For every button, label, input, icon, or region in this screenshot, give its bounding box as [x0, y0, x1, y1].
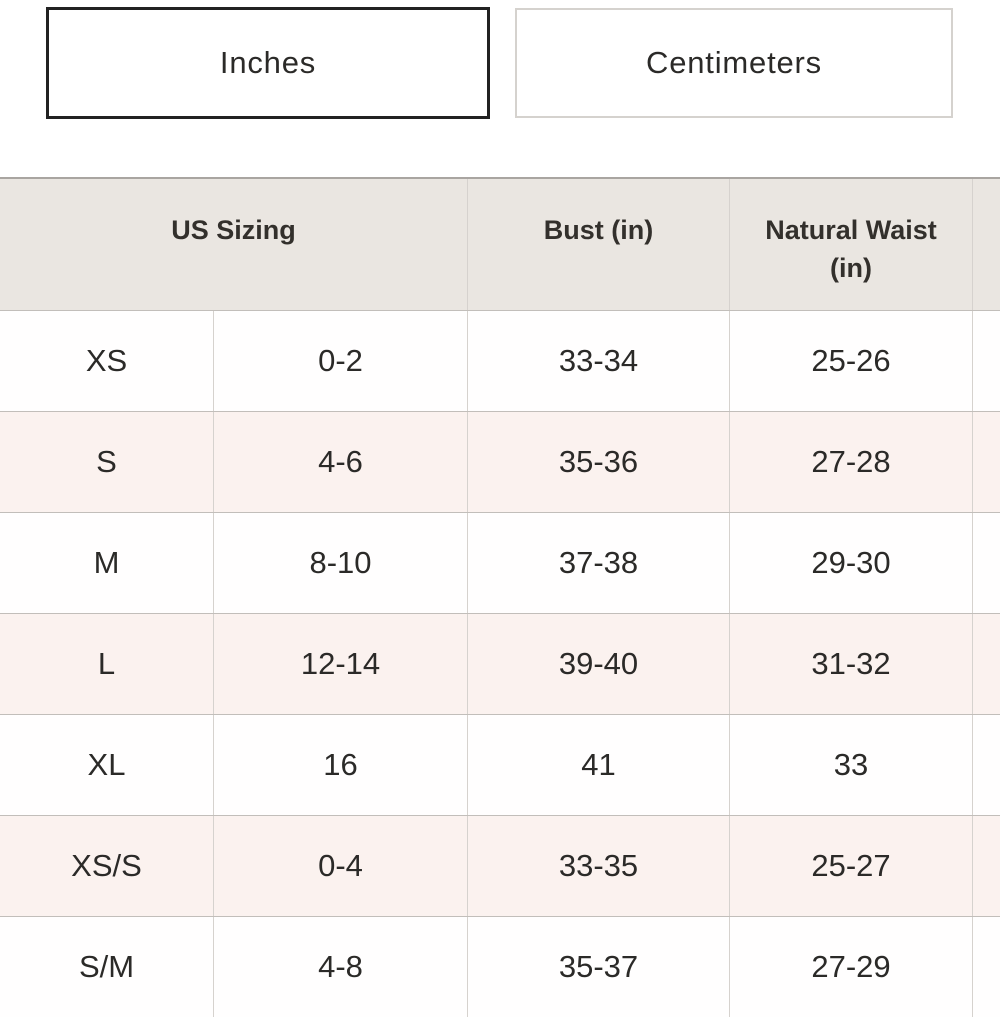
table-row-l — [0, 613, 1000, 714]
cutoff-cell — [972, 412, 1000, 512]
tab-inches[interactable]: Inches — [46, 7, 490, 119]
cutoff-cell — [972, 614, 1000, 714]
column-header-us-sizing: US Sizing — [171, 215, 296, 245]
table-row-m — [0, 512, 1000, 613]
size-label: XS/S — [71, 848, 142, 883]
column-header-cutoff — [972, 179, 1000, 310]
waist-value: 25-27 — [729, 816, 972, 916]
tab-centimeters[interactable]: Centimeters — [515, 8, 953, 118]
column-header-natural-waist-label: Natural Waist (in) — [765, 215, 937, 283]
waist-value: 33 — [729, 715, 972, 815]
size-chart-table — [0, 177, 1000, 1017]
unit-toggle — [0, 0, 1000, 177]
table-row-xl — [0, 714, 1000, 815]
table-row-xs-s — [0, 815, 1000, 916]
waist-value: 31-32 — [729, 614, 972, 714]
us-size-value: 0-2 — [213, 311, 467, 411]
column-header-bust: Bust (in) — [467, 179, 729, 310]
table-row-xs — [0, 310, 1000, 411]
us-size-value: 16 — [213, 715, 467, 815]
bust-value: 39-40 — [467, 614, 729, 714]
us-size-value: 4-8 — [213, 917, 467, 1017]
cutoff-cell — [972, 917, 1000, 1017]
us-size-value: 0-4 — [213, 816, 467, 916]
cutoff-cell — [972, 715, 1000, 815]
size-label: S/M — [78, 949, 135, 984]
size-label: S — [96, 444, 117, 479]
bust-value: 37-38 — [467, 513, 729, 613]
us-size-value: 8-10 — [213, 513, 467, 613]
size-label: L — [97, 646, 116, 681]
table-row-s-m — [0, 916, 1000, 1017]
waist-value: 27-28 — [729, 412, 972, 512]
bust-value: 41 — [467, 715, 729, 815]
cutoff-cell — [972, 513, 1000, 613]
table-row-s — [0, 411, 1000, 512]
table-header-row — [0, 179, 1000, 310]
bust-value: 33-34 — [467, 311, 729, 411]
cutoff-cell — [972, 311, 1000, 411]
bust-value: 33-35 — [467, 816, 729, 916]
us-size-value: 4-6 — [213, 412, 467, 512]
column-header-natural-waist — [729, 179, 972, 310]
waist-value: 25-26 — [729, 311, 972, 411]
waist-value: 29-30 — [729, 513, 972, 613]
bust-value: 35-36 — [467, 412, 729, 512]
us-size-value: 12-14 — [213, 614, 467, 714]
size-label: XL — [87, 747, 126, 782]
size-label: XS — [85, 343, 128, 378]
cutoff-cell — [972, 816, 1000, 916]
bust-value: 35-37 — [467, 917, 729, 1017]
waist-value: 27-29 — [729, 917, 972, 1017]
size-label: M — [93, 545, 120, 580]
